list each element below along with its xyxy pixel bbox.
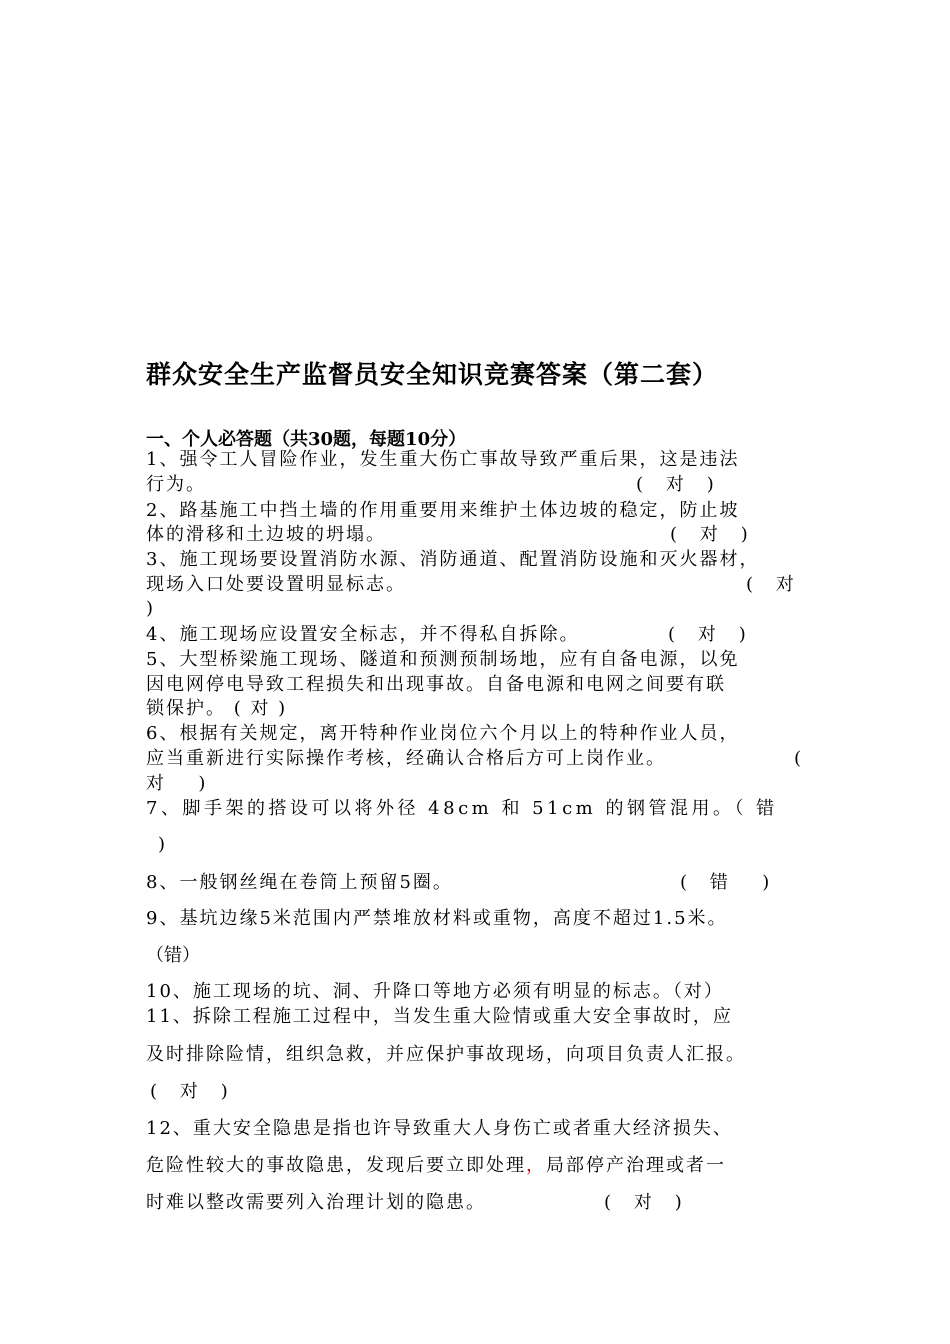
section-heading: 一、个人必答题（共30题，每题10分） — [146, 429, 467, 450]
q4-line1: 4、施工现场应设置安全标志，并不得私自拆除。 — [146, 624, 580, 645]
q5-line1: 5、大型桥梁施工现场、隧道和预测预制场地，应有自备电源，以免 — [146, 649, 740, 670]
q6-answer-open: ( — [794, 748, 802, 769]
q11-line2: 及时排除险情，组织急救，并应保护事故现场，向项目负责人汇报。 — [146, 1044, 746, 1065]
q1-answer: ( 对 ) — [636, 474, 714, 495]
q11-line1: 11、拆除工程施工过程中，当发生重大险情或重大安全事故时，应 — [146, 1006, 733, 1027]
q12-line2 — [146, 1155, 726, 1177]
q12-line1: 12、重大安全隐患是指也许导致重大人身伤亡或者重大经济损失、 — [146, 1118, 733, 1139]
q5-line3: 锁保护。 ( 对 ) — [146, 698, 288, 719]
q2-line1: 2、路基施工中挡土墙的作用重要用来维护土体边坡的稳定，防止坡 — [146, 500, 740, 521]
q7-answer-close: ) — [158, 834, 166, 855]
q3-answer-open: ( 对 — [746, 574, 794, 595]
q6-line2: 应当重新进行实际操作考核，经确认合格后方可上岗作业。 — [146, 748, 666, 769]
q2-line2: 体的滑移和土边坡的坍塌。 — [146, 524, 386, 545]
q4-answer: ( 对 ) — [668, 624, 746, 645]
q12-line3: 时难以整改需要列入治理计划的隐患。 — [146, 1192, 486, 1213]
q10-line1: 10、施工现场的坑、洞、升降口等地方必须有明显的标志。（对） — [146, 981, 724, 1002]
q12-line2-part-a: 危险性较大的事故隐患，发现后要立即处理 — [146, 1155, 526, 1176]
q3-answer-close: ) — [146, 598, 154, 619]
q12-answer: ( 对 ) — [604, 1192, 682, 1213]
q1-line1: 1、强令工人冒险作业，发生重大伤亡事故导致严重后果，这是违法 — [146, 449, 740, 470]
q8-line1: 8、一般钢丝绳在卷筒上预留5圈。 — [146, 872, 453, 893]
q7-line1: 7、脚手架的搭设可以将外径 48cm 和 51cm 的钢管混用。（ 错 — [146, 798, 778, 819]
q12-line2-part-b: 局部停产治理或者一 — [546, 1155, 726, 1176]
q6-answer-close: 对 ) — [146, 773, 206, 794]
q3-line1: 3、施工现场要设置消防水源、消防通道、配置消防设施和灭火器材， — [146, 549, 760, 570]
q12-red-comma: ， — [526, 1155, 546, 1176]
q1-line2: 行为。 — [146, 474, 206, 495]
q9-answer: （错） — [146, 945, 200, 966]
q6-line1: 6、根据有关规定，离开特种作业岗位六个月以上的特种作业人员， — [146, 723, 740, 744]
q8-answer: ( 错 ) — [680, 872, 770, 893]
q3-line2: 现场入口处要设置明显标志。 — [146, 574, 406, 595]
q11-answer: ( 对 ) — [150, 1081, 228, 1102]
q2-answer: ( 对 ) — [670, 524, 748, 545]
q9-line1: 9、基坑边缘5米范围内严禁堆放材料或重物，高度不超过1.5米。 — [146, 908, 728, 929]
document-title: 群众安全生产监督员安全知识竞赛答案（第二套） — [146, 360, 719, 389]
q5-line2: 因电网停电导致工程损失和出现事故。自备电源和电网之间要有联 — [146, 674, 726, 695]
